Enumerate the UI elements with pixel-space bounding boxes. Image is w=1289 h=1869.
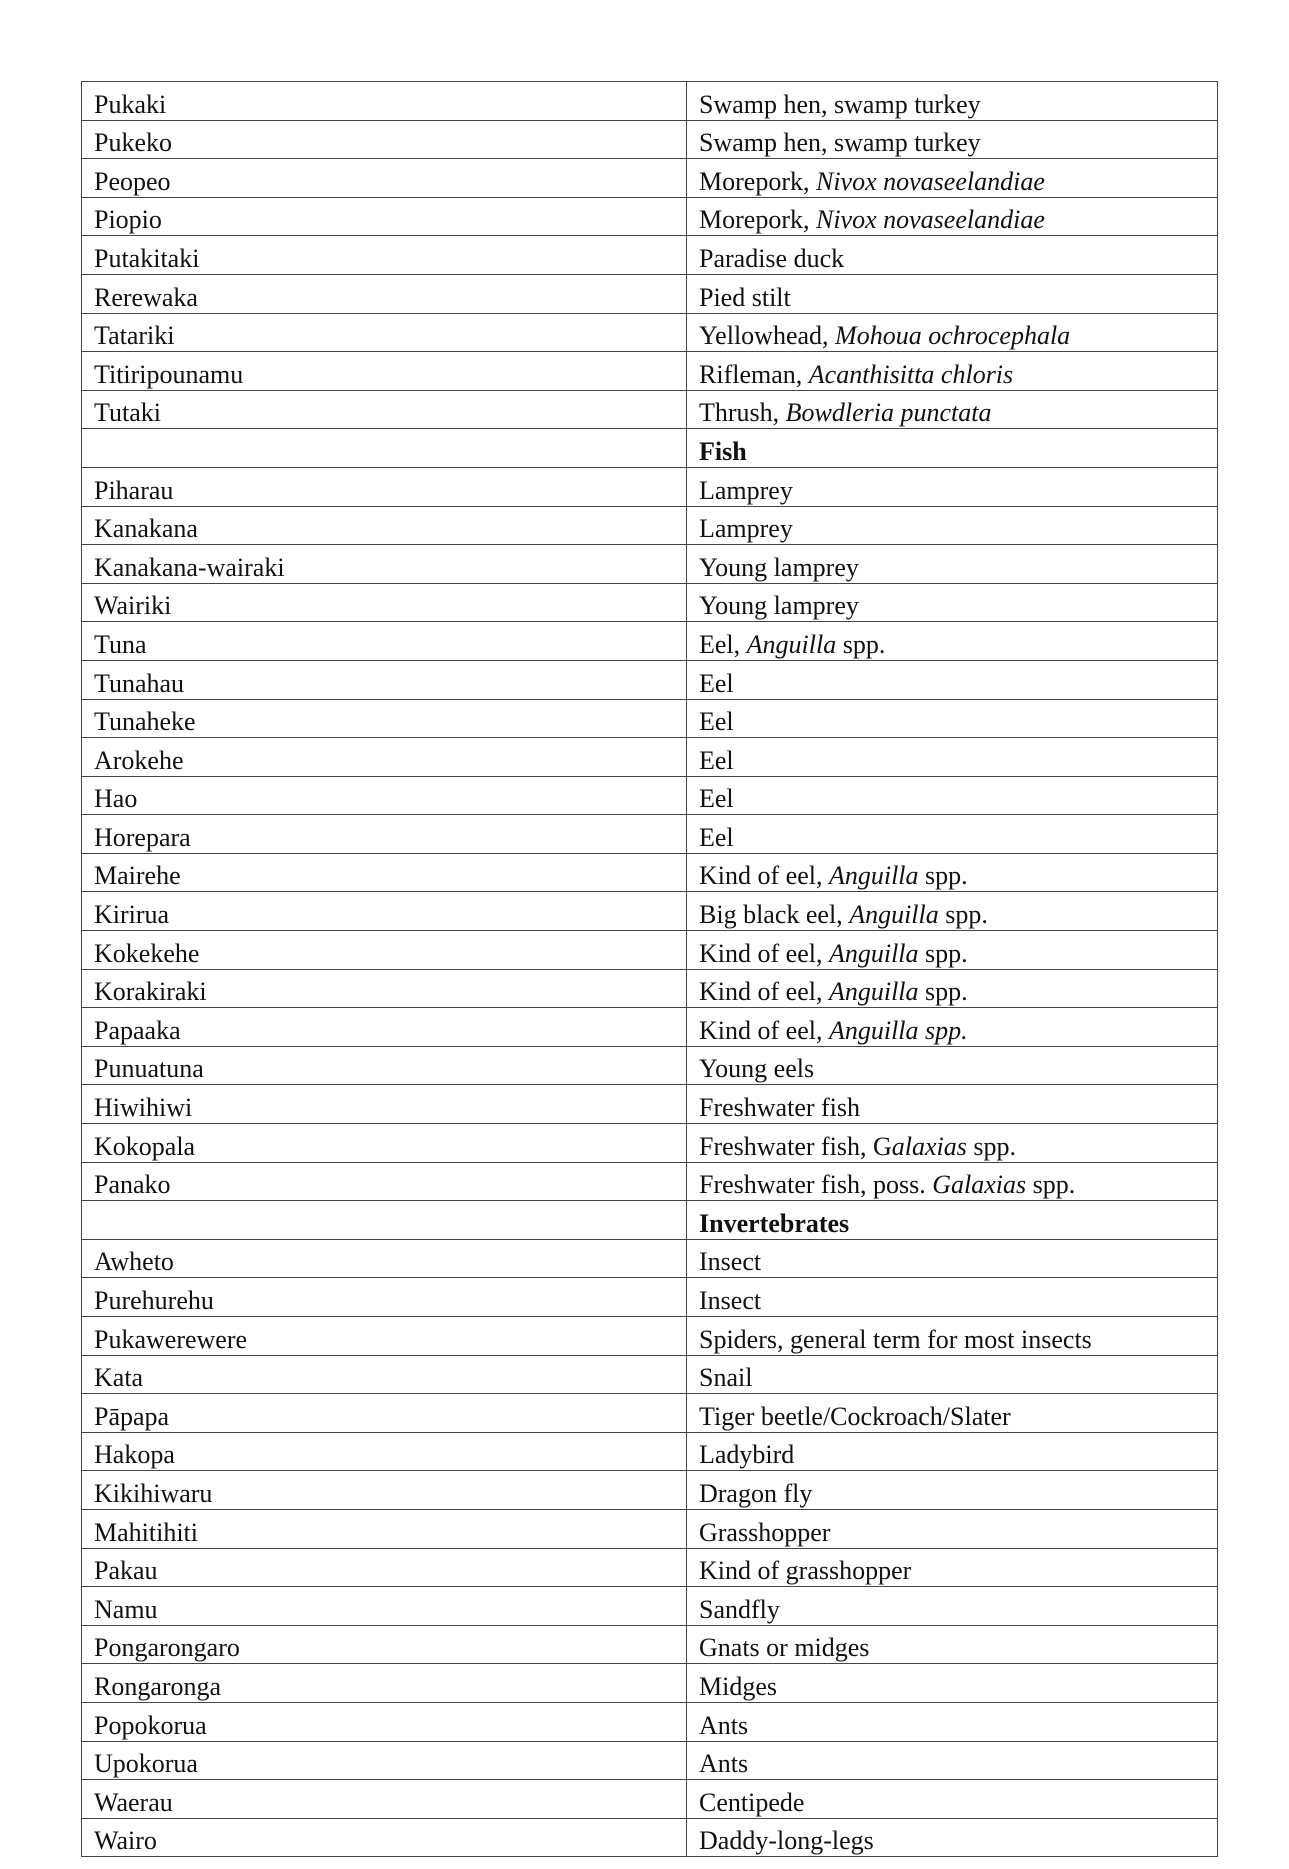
common-name-text: Morepork, xyxy=(699,205,816,235)
common-name-text: Invertebrates xyxy=(699,1208,850,1238)
english-name-cell xyxy=(687,931,1218,970)
maori-name-cell: Mahitihiti xyxy=(82,1509,687,1548)
maori-name-cell: Pongarongaro xyxy=(82,1625,687,1664)
scientific-name-text: Nivox novaseelandiae xyxy=(815,166,1045,196)
maori-name-cell xyxy=(82,429,687,468)
common-name-text: Eel, xyxy=(699,629,747,659)
maori-name-cell: Pakau xyxy=(82,1548,687,1587)
english-name-cell xyxy=(687,1162,1218,1201)
english-name-cell xyxy=(687,1432,1218,1471)
common-name-text: spp. xyxy=(966,1131,1017,1161)
table-row xyxy=(82,1741,1218,1780)
english-name-cell xyxy=(687,738,1218,777)
common-name-text: Swamp hen, swamp turkey xyxy=(699,128,981,158)
common-name-text: Kind of eel, xyxy=(699,861,829,891)
maori-name-cell: Titiripounamu xyxy=(82,352,687,391)
maori-name-cell: Mairehe xyxy=(82,853,687,892)
english-name-cell xyxy=(687,1664,1218,1703)
table-row xyxy=(82,506,1218,545)
common-name-text: Young lamprey xyxy=(699,591,859,621)
english-name-cell xyxy=(687,1471,1218,1510)
maori-name-cell: Piopio xyxy=(82,197,687,236)
maori-name-cell: Korakiraki xyxy=(82,969,687,1008)
table-row xyxy=(82,1355,1218,1394)
table-row xyxy=(82,352,1218,391)
english-name-cell xyxy=(687,776,1218,815)
common-name-text: Lamprey xyxy=(699,475,793,505)
maori-name-cell: Pukaki xyxy=(82,82,687,121)
scientific-name-text: Nivox novaseelandiae xyxy=(815,205,1045,235)
english-name-cell xyxy=(687,853,1218,892)
table-row xyxy=(82,1046,1218,1085)
maori-name-cell: Kirirua xyxy=(82,892,687,931)
scientific-name-text: Anguilla xyxy=(828,861,919,891)
scientific-name-text: alaxias xyxy=(891,1131,967,1161)
english-name-cell xyxy=(687,969,1218,1008)
table-row xyxy=(82,1432,1218,1471)
table-row xyxy=(82,1239,1218,1278)
english-name-cell xyxy=(687,545,1218,584)
common-name-text: spp. xyxy=(918,861,968,891)
maori-name-cell: Kikihiwaru xyxy=(82,1471,687,1510)
english-name-cell xyxy=(687,274,1218,313)
maori-name-cell: Hakopa xyxy=(82,1432,687,1471)
common-name-text: Freshwater fish, G xyxy=(699,1131,892,1161)
table-row xyxy=(82,622,1218,661)
english-name-cell xyxy=(687,120,1218,159)
table-row xyxy=(82,1008,1218,1047)
maori-name-cell: Waerau xyxy=(82,1780,687,1819)
scientific-name-text: Galaxias xyxy=(932,1170,1027,1200)
common-name-text: Midges xyxy=(699,1671,777,1701)
common-name-text: Eel xyxy=(699,822,734,852)
maori-name-cell: Tatariki xyxy=(82,313,687,352)
scientific-name-text: Mohoua ochrocephala xyxy=(835,321,1071,351)
glossary-body xyxy=(82,82,1218,1857)
table-row xyxy=(82,1162,1218,1201)
common-name-text: Morepork, xyxy=(699,166,816,196)
common-name-text: Swamp hen, swamp turkey xyxy=(699,89,981,119)
table-row xyxy=(82,82,1218,121)
scientific-name-text: Anguilla xyxy=(849,900,939,930)
common-name-text: spp. xyxy=(836,629,886,659)
common-name-text: Eel xyxy=(699,784,734,814)
table-row xyxy=(82,660,1218,699)
english-name-cell xyxy=(687,1780,1218,1819)
section-heading-cell xyxy=(687,429,1218,468)
maori-name-cell: Kokekehe xyxy=(82,931,687,970)
scientific-name-text: Anguilla xyxy=(828,977,919,1007)
table-row xyxy=(82,390,1218,429)
english-name-cell xyxy=(687,622,1218,661)
english-name-cell xyxy=(687,1394,1218,1433)
maori-name-cell: Papaaka xyxy=(82,1008,687,1047)
common-name-text: Thrush, xyxy=(699,398,786,428)
table-row xyxy=(82,274,1218,313)
common-name-text: Paradise duck xyxy=(699,243,845,273)
maori-name-cell: Hao xyxy=(82,776,687,815)
scientific-name-text: Anguilla spp. xyxy=(828,1015,968,1045)
maori-name-cell: Kanakana-wairaki xyxy=(82,545,687,584)
maori-name-cell: Panako xyxy=(82,1162,687,1201)
table-row xyxy=(82,699,1218,738)
english-name-cell xyxy=(687,197,1218,236)
maori-name-cell: Arokehe xyxy=(82,738,687,777)
english-name-cell xyxy=(687,1702,1218,1741)
common-name-text: Young eels xyxy=(699,1054,815,1084)
english-name-cell xyxy=(687,1239,1218,1278)
maori-name-cell: Tunaheke xyxy=(82,699,687,738)
maori-name-cell: Punuatuna xyxy=(82,1046,687,1085)
common-name-text: Fish xyxy=(699,436,747,466)
maori-name-cell: Tunahau xyxy=(82,660,687,699)
table-row xyxy=(82,1702,1218,1741)
maori-name-cell: Awheto xyxy=(82,1239,687,1278)
table-row xyxy=(82,853,1218,892)
common-name-text: Eel xyxy=(699,707,734,737)
common-name-text: Young lamprey xyxy=(699,552,859,582)
common-name-text: Eel xyxy=(699,668,734,698)
english-name-cell xyxy=(687,1008,1218,1047)
table-row xyxy=(82,467,1218,506)
table-row xyxy=(82,1317,1218,1356)
maori-name-cell: Putakitaki xyxy=(82,236,687,275)
maori-name-cell: Namu xyxy=(82,1587,687,1626)
scientific-name-text: Anguilla xyxy=(746,629,837,659)
common-name-text: Insect xyxy=(699,1247,762,1277)
table-row xyxy=(82,583,1218,622)
common-name-text: Kind of eel, xyxy=(699,977,829,1007)
english-name-cell xyxy=(687,1278,1218,1317)
common-name-text: Kind of eel, xyxy=(699,1015,829,1045)
common-name-text: Kind of grasshopper xyxy=(699,1556,912,1586)
common-name-text: spp. xyxy=(918,938,968,968)
english-name-cell xyxy=(687,660,1218,699)
table-row xyxy=(82,1509,1218,1548)
english-name-cell xyxy=(687,1085,1218,1124)
english-name-cell xyxy=(687,236,1218,275)
table-row xyxy=(82,1818,1218,1857)
english-name-cell xyxy=(687,1355,1218,1394)
table-row xyxy=(82,120,1218,159)
table-row xyxy=(82,931,1218,970)
maori-name-cell: Rongaronga xyxy=(82,1664,687,1703)
common-name-text: Kind of eel, xyxy=(699,938,829,968)
english-name-cell xyxy=(687,1046,1218,1085)
english-name-cell xyxy=(687,159,1218,198)
english-name-cell xyxy=(687,1587,1218,1626)
table-row xyxy=(82,1278,1218,1317)
maori-name-cell: Peopeo xyxy=(82,159,687,198)
common-name-text: Spiders, general term for most insects xyxy=(699,1324,1092,1354)
common-name-text: Ants xyxy=(699,1749,749,1779)
common-name-text: Sandfly xyxy=(699,1594,780,1624)
english-name-cell xyxy=(687,313,1218,352)
maori-name-cell: Piharau xyxy=(82,467,687,506)
table-row xyxy=(82,197,1218,236)
common-name-text: Insect xyxy=(699,1286,762,1315)
maori-name-cell: Pāpapa xyxy=(82,1394,687,1433)
table-row xyxy=(82,545,1218,584)
maori-name-cell: Kokopala xyxy=(82,1124,687,1163)
common-name-text: Tiger beetle/Cockroach/Slater xyxy=(699,1401,1011,1431)
scientific-name-text: Bowdleria punctata xyxy=(785,398,992,428)
maori-name-cell: Pukeko xyxy=(82,120,687,159)
common-name-text: Freshwater fish xyxy=(699,1093,861,1123)
scientific-name-text: Acanthisitta chloris xyxy=(808,359,1014,389)
common-name-text: Rifleman, xyxy=(699,359,809,389)
common-name-text: Eel xyxy=(699,745,734,775)
maori-name-cell: Wairiki xyxy=(82,583,687,622)
common-name-text: Big black eel, xyxy=(699,900,850,930)
table-row xyxy=(82,1587,1218,1626)
common-name-text: Ants xyxy=(699,1710,749,1740)
table-row xyxy=(82,159,1218,198)
english-name-cell xyxy=(687,1548,1218,1587)
table-row xyxy=(82,1471,1218,1510)
maori-name-cell: Upokorua xyxy=(82,1741,687,1780)
table-row xyxy=(82,1780,1218,1819)
table-row xyxy=(82,236,1218,275)
english-name-cell xyxy=(687,467,1218,506)
section-heading-cell xyxy=(687,1201,1218,1240)
table-row xyxy=(82,1664,1218,1703)
table-row xyxy=(82,815,1218,854)
maori-name-cell: Tutaki xyxy=(82,390,687,429)
common-name-text: spp. xyxy=(1026,1170,1076,1200)
common-name-text: Daddy-long-legs xyxy=(699,1826,874,1856)
maori-name-cell: Kata xyxy=(82,1355,687,1394)
common-name-text: Dragon fly xyxy=(699,1478,813,1508)
common-name-text: Yellowhead, xyxy=(699,321,836,351)
species-glossary-table xyxy=(81,81,1218,1857)
maori-name-cell: Tuna xyxy=(82,622,687,661)
table-row xyxy=(82,1548,1218,1587)
maori-name-cell: Hiwihiwi xyxy=(82,1085,687,1124)
english-name-cell xyxy=(687,352,1218,391)
table-row xyxy=(82,313,1218,352)
maori-name-cell: Purehurehu xyxy=(82,1278,687,1317)
table-row xyxy=(82,892,1218,931)
common-name-text: Ladybird xyxy=(699,1440,795,1470)
common-name-text: Freshwater fish, poss. xyxy=(699,1170,933,1200)
common-name-text: Pied stilt xyxy=(699,282,791,312)
table-row xyxy=(82,738,1218,777)
maori-name-cell: Pukawerewere xyxy=(82,1317,687,1356)
section-heading-row xyxy=(82,1201,1218,1240)
common-name-text: Grasshopper xyxy=(699,1517,831,1547)
table-row xyxy=(82,969,1218,1008)
common-name-text: Gnats or midges xyxy=(699,1633,870,1663)
english-name-cell xyxy=(687,699,1218,738)
maori-name-cell: Horepara xyxy=(82,815,687,854)
english-name-cell xyxy=(687,1818,1218,1857)
english-name-cell xyxy=(687,390,1218,429)
table-row xyxy=(82,1124,1218,1163)
maori-name-cell: Popokorua xyxy=(82,1702,687,1741)
english-name-cell xyxy=(687,1741,1218,1780)
common-name-text: spp. xyxy=(918,977,968,1007)
maori-name-cell: Wairo xyxy=(82,1818,687,1857)
table-row xyxy=(82,1394,1218,1433)
scientific-name-text: Anguilla xyxy=(828,938,919,968)
common-name-text: spp. xyxy=(938,900,988,930)
table-row xyxy=(82,1625,1218,1664)
maori-name-cell xyxy=(82,1201,687,1240)
maori-name-cell: Rerewaka xyxy=(82,274,687,313)
english-name-cell xyxy=(687,82,1218,121)
maori-name-cell: Kanakana xyxy=(82,506,687,545)
english-name-cell xyxy=(687,583,1218,622)
english-name-cell xyxy=(687,892,1218,931)
english-name-cell xyxy=(687,815,1218,854)
common-name-text: Centipede xyxy=(699,1787,805,1817)
section-heading-row xyxy=(82,429,1218,468)
english-name-cell xyxy=(687,1124,1218,1163)
common-name-text: Lamprey xyxy=(699,514,793,544)
english-name-cell xyxy=(687,1317,1218,1356)
table-row xyxy=(82,1085,1218,1124)
common-name-text: Snail xyxy=(699,1363,753,1393)
english-name-cell xyxy=(687,506,1218,545)
table-row xyxy=(82,776,1218,815)
english-name-cell xyxy=(687,1625,1218,1664)
english-name-cell xyxy=(687,1509,1218,1548)
